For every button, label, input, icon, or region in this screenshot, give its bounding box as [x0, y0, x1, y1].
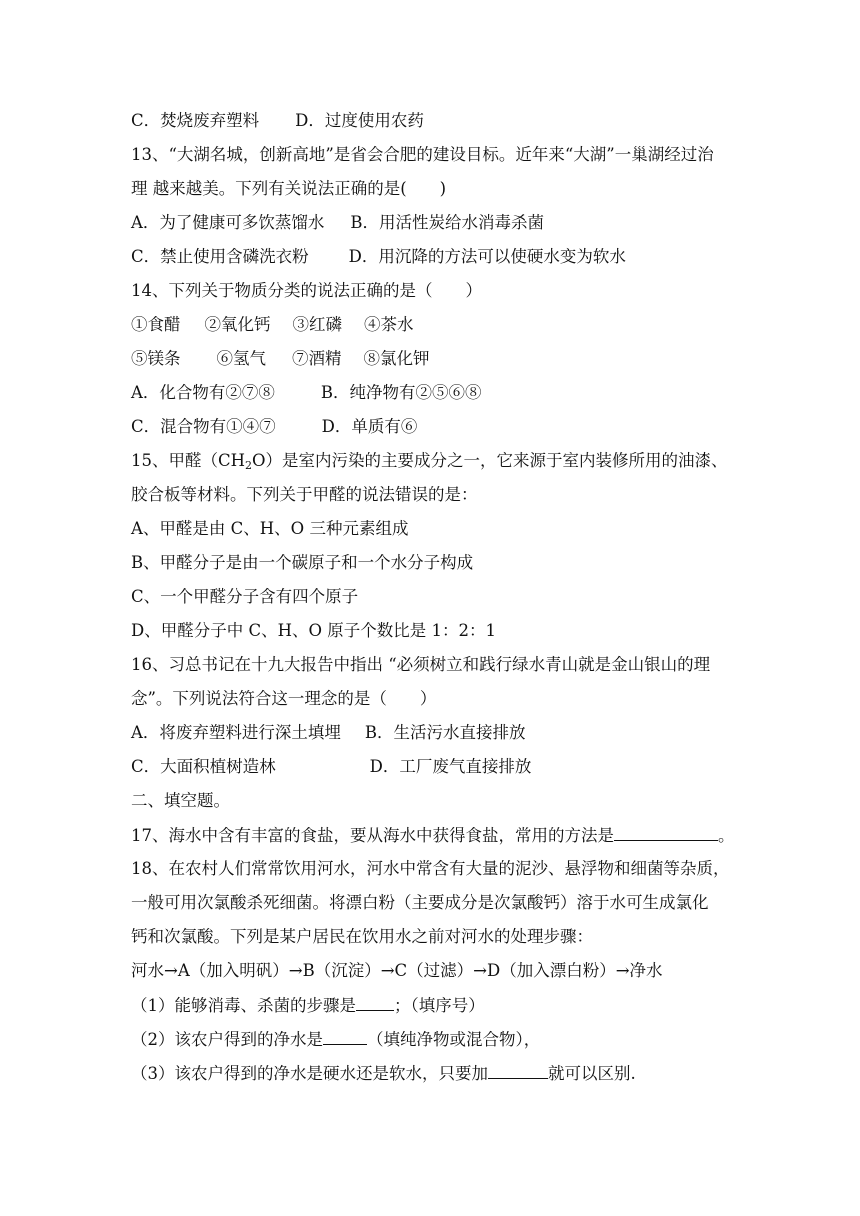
q15-stem-prefix: 15、甲醛（CH — [131, 451, 246, 470]
formula-subscript: 2 — [245, 459, 253, 472]
q17-answer-blank[interactable] — [614, 824, 718, 841]
q14-items-row2 — [131, 348, 430, 370]
q13-options-ab — [131, 212, 544, 234]
q14-item-5: ⑤镁条 — [131, 349, 181, 368]
q14-option-b: B．纯净物有②⑤⑥⑧ — [320, 383, 482, 402]
q13-stem-line2: 理 越来越美。下列有关说法正确的是( ) — [131, 179, 447, 198]
q15-option-c: C、一个甲醛分子含有四个原子 — [131, 587, 359, 606]
q18-sub-1-blank[interactable] — [356, 994, 394, 1011]
q15-option-d: D、甲醛分子中 C、H、O 原子个数比是 1：2：1 — [131, 621, 496, 640]
q16-stem-line1: 16、习总书记在十九大报告中指出 “必须树立和践行绿水青山就是金山银山的理 — [131, 655, 711, 674]
q13-option-c: C．禁止使用含磷洗衣粉 — [131, 247, 309, 266]
q13-option-b: B．用活性炭给水消毒杀菌 — [350, 213, 545, 232]
q13-options-cd — [131, 246, 626, 268]
q14-options-ab — [131, 382, 482, 404]
q14-item-3: ③红磷 — [292, 315, 342, 334]
q18-sub-1 — [131, 994, 485, 1017]
q17-end: 。 — [718, 826, 735, 845]
q18-sub-3-blank[interactable] — [488, 1062, 548, 1079]
q14-item-6: ⑥氢气 — [216, 349, 266, 368]
q15-stem-line2: 胶合板等材料。下列关于甲醛的说法错误的是： — [131, 485, 478, 504]
q12-options-cd — [131, 110, 424, 132]
q12-option-c: C．焚烧废弃塑料 — [131, 111, 260, 130]
q16-options-cd — [131, 756, 531, 778]
q13-option-a: A．为了健康可多饮蒸馏水 — [131, 213, 325, 232]
q18-sub-1-hint: ；（填序号） — [394, 996, 485, 1015]
q14-options-cd — [131, 416, 417, 438]
q18-stem-line3: 钙和次氯酸。下列是某户居民在饮用水之前对河水的处理步骤： — [131, 927, 593, 946]
q18-sub-3-end: 就可以区别. — [548, 1064, 636, 1083]
q15-stem-line1 — [131, 450, 728, 472]
q14-items-row1 — [131, 314, 414, 336]
q16-stem-line2: 念”。下列说法符合这一理念的是（ ） — [131, 689, 437, 708]
q18-stem-line1: 18、在农村人们常常饮用河水，河水中常含有大量的泥沙、悬浮物和细菌等杂质， — [131, 859, 730, 878]
q16-option-b: B．生活污水直接排放 — [364, 723, 526, 742]
q14-item-1: ①食醋 — [131, 315, 181, 334]
section-heading: 二、填空题。 — [131, 791, 230, 810]
q16-options-ab — [131, 722, 526, 744]
q14-stem: 14、下列关于物质分类的说法正确的是（ ） — [131, 281, 482, 300]
q18-sub-2-blank[interactable] — [323, 1028, 367, 1045]
q18-process-flow: 河水→A（加入明矾）→B（沉淀）→C（过滤）→D（加入漂白粉）→净水 — [131, 961, 663, 980]
q18-stem-line2: 一般可用次氯酸杀死细菌。将漂白粉（主要成分是次氯酸钙）溶于水可生成氯化 — [131, 893, 709, 912]
q13-stem-line1: 13、“大湖名城，创新高地”是省会合肥的建设目标。近年来“大湖”一巢湖经过治 — [131, 145, 714, 164]
q18-sub-2 — [131, 1028, 540, 1051]
q16-option-d: D．工厂废气直接排放 — [369, 757, 532, 776]
q15-option-b: B、甲醛分子是由一个碳原子和一个水分子构成 — [131, 553, 474, 572]
q16-option-c: C．大面积植树造林 — [131, 757, 276, 776]
q15-option-a: A、甲醛是由 C、H、O 三种元素组成 — [131, 519, 409, 538]
q18-sub-3-text: （3）该农户得到的净水是硬水还是软水，只要加 — [131, 1064, 488, 1083]
q15-stem-suffix: O）是室内污染的主要成分之一，它来源于室内装修所用的油漆、 — [252, 451, 728, 470]
q18-sub-2-text: （2）该农户得到的净水是 — [131, 1030, 323, 1049]
q14-item-8: ⑧氯化钾 — [363, 349, 430, 368]
q14-item-4: ④茶水 — [364, 315, 414, 334]
q14-option-a: A．化合物有②⑦⑧ — [131, 383, 275, 402]
q18-sub-1-text: （1）能够消毒、杀菌的步骤是 — [131, 996, 356, 1015]
q17-stem — [131, 824, 735, 847]
q14-option-d: D．单质有⑥ — [321, 417, 418, 436]
q17-text: 17、海水中含有丰富的食盐，要从海水中获得食盐，常用的方法是 — [131, 826, 614, 845]
q14-item-7: ⑦酒精 — [292, 349, 342, 368]
q14-option-c: C．混合物有①④⑦ — [131, 417, 276, 436]
q18-sub-2-hint: （填纯净物或混合物）， — [367, 1030, 541, 1049]
q16-option-a: A．将废弃塑料进行深土填埋 — [131, 723, 341, 742]
q18-sub-3 — [131, 1062, 636, 1085]
q14-item-2: ②氧化钙 — [204, 315, 271, 334]
q12-option-d: D．过度使用农药 — [295, 111, 424, 130]
q13-option-d: D．用沉降的方法可以使硬水变为软水 — [348, 247, 626, 266]
